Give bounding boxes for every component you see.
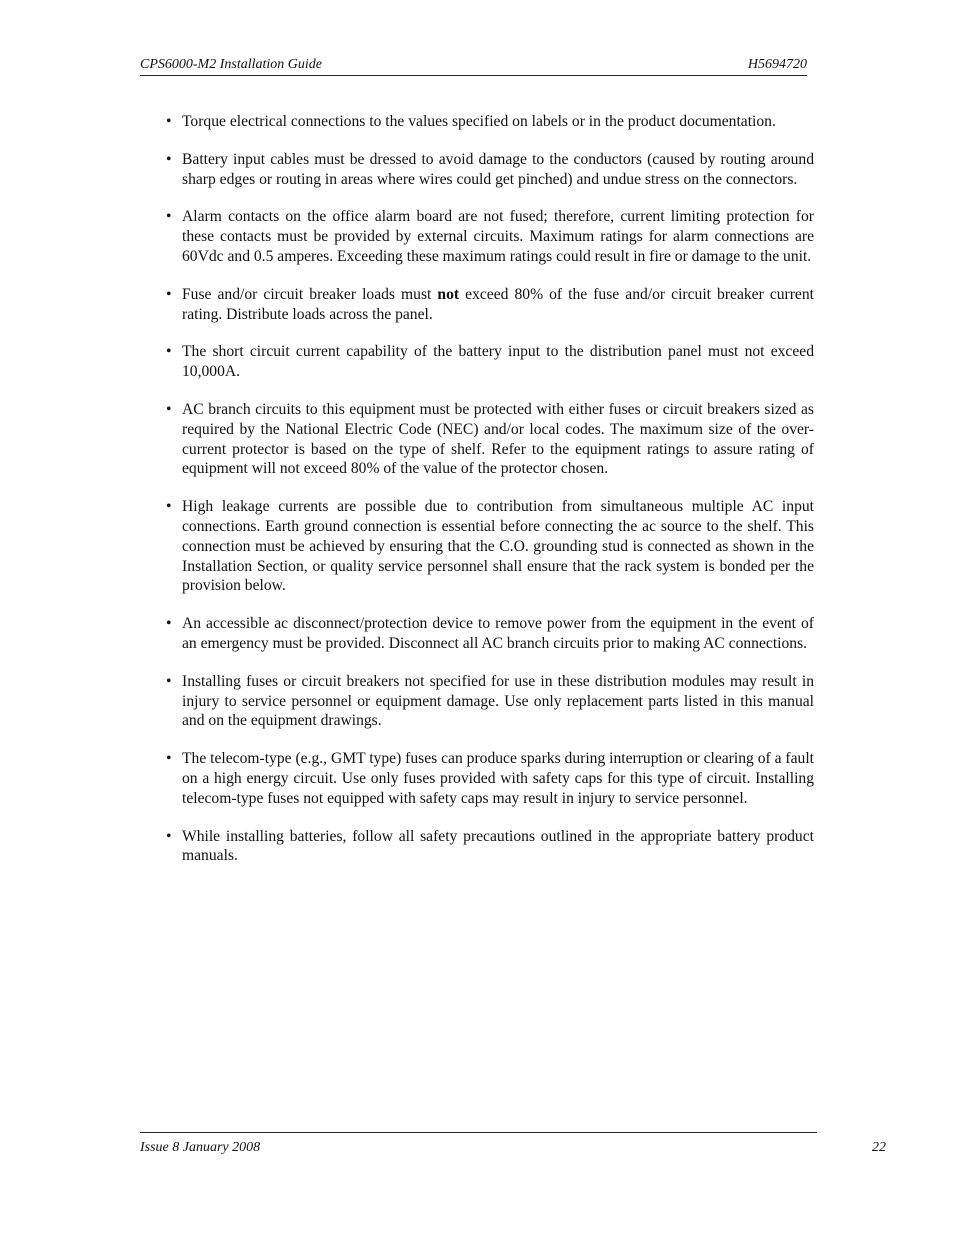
bullet-icon: •: [166, 498, 172, 516]
list-item: [166, 400, 814, 479]
bullet-icon: •: [166, 750, 172, 768]
page-header: [140, 56, 807, 76]
list-item: [166, 614, 814, 654]
bullet-icon: •: [166, 150, 172, 168]
list-item-text: While installing batteries, follow all safety precautions outlined in the appropriate battery product manuals.: [182, 827, 814, 865]
list-item-text: Battery input cables must be dressed to avoid damage to the conductors (caused by routing around sharp edges or routing in areas where wires could get pinched) and undue stress on the connectors.: [182, 150, 814, 188]
emphasis-not: not: [437, 285, 460, 303]
list-item: [166, 207, 814, 266]
list-item-text: AC branch circuits to this equipment must be protected with either fuses or circuit breakers sized as required by the National Electric Code (NEC) and/or local codes. The maximum size of the over-current protector is based on the type of shelf. Refer to the equipment ratings to assure rating of equipment will not exceed 80% of the value of the protector chosen.: [182, 400, 814, 478]
list-item-text-before: Fuse and/or circuit breaker loads must: [182, 285, 438, 303]
page-body: [166, 112, 814, 884]
list-item-text: Alarm contacts on the office alarm board are not fused; therefore, current limiting protection for these contacts must be provided by external circuits. Maximum ratings for alarm connections are 60Vdc and 0.5 amperes. Exceeding these maximum ratings could result in fire or damage to the unit.: [182, 208, 814, 265]
list-item-text: An accessible ac disconnect/protection device to remove power from the equipment in the event of an emergency must be provided. Disconnect all AC branch circuits prior to making AC connections.: [182, 615, 814, 652]
list-item: [166, 672, 814, 731]
footer-divider: [140, 1132, 817, 1133]
list-item: [166, 749, 814, 808]
list-item: [166, 497, 814, 596]
issue-date: Issue 8 January 2008: [140, 1140, 261, 1155]
safety-bullet-list: [166, 112, 814, 866]
list-item-text: High leakage currents are possible due to contribution from simultaneous multiple AC input connections. Earth ground connection is essential before connecting the ac source to the shelf. This connection must be achieved by ensuring that the C.O. grounding stud is connected as shown in the Installation Section, or quality service personnel shall ensure that the rack system is bonded per the provision below.: [182, 498, 814, 595]
list-item: [166, 112, 814, 132]
document-number: H5694720: [747, 57, 807, 72]
list-item: [166, 285, 814, 325]
list-item-text-after: exceed 80% of the fuse and/or circuit breaker current rating. Distribute loads across the panel.: [182, 285, 814, 323]
bullet-icon: •: [166, 285, 172, 303]
list-item-text: The telecom-type (e.g., GMT type) fuses can produce sparks during interruption or clearing of a fault on a high energy circuit. Use only fuses provided with safety caps for this type of circuit. Installing telecom-type fuses not equipped with safety caps may result in injury to service personnel.: [182, 750, 814, 807]
bullet-icon: •: [166, 400, 172, 418]
list-item-text: The short circuit current capability of the battery input to the distribution panel must not exceed 10,000A.: [182, 343, 814, 381]
page-number: 22: [872, 1140, 886, 1155]
bullet-icon: •: [166, 672, 172, 690]
bullet-icon: •: [166, 343, 172, 361]
bullet-icon: •: [166, 615, 172, 633]
list-item: [166, 342, 814, 382]
document-title: CPS6000-M2 Installation Guide: [140, 57, 322, 72]
bullet-icon: •: [166, 208, 172, 226]
list-item: [166, 150, 814, 190]
list-item-text: Installing fuses or circuit breakers not specified for use in these distribution modules may result in injury to service personnel or equipment damage. Use only replacement parts listed in this manual and on the equipment drawings.: [182, 672, 814, 730]
bullet-icon: •: [166, 827, 172, 845]
list-item-text: [182, 286, 814, 323]
bullet-icon: •: [166, 113, 172, 130]
list-item: [166, 827, 814, 867]
list-item-text: Torque electrical connections to the values specified on labels or in the product documentation.: [182, 113, 776, 130]
